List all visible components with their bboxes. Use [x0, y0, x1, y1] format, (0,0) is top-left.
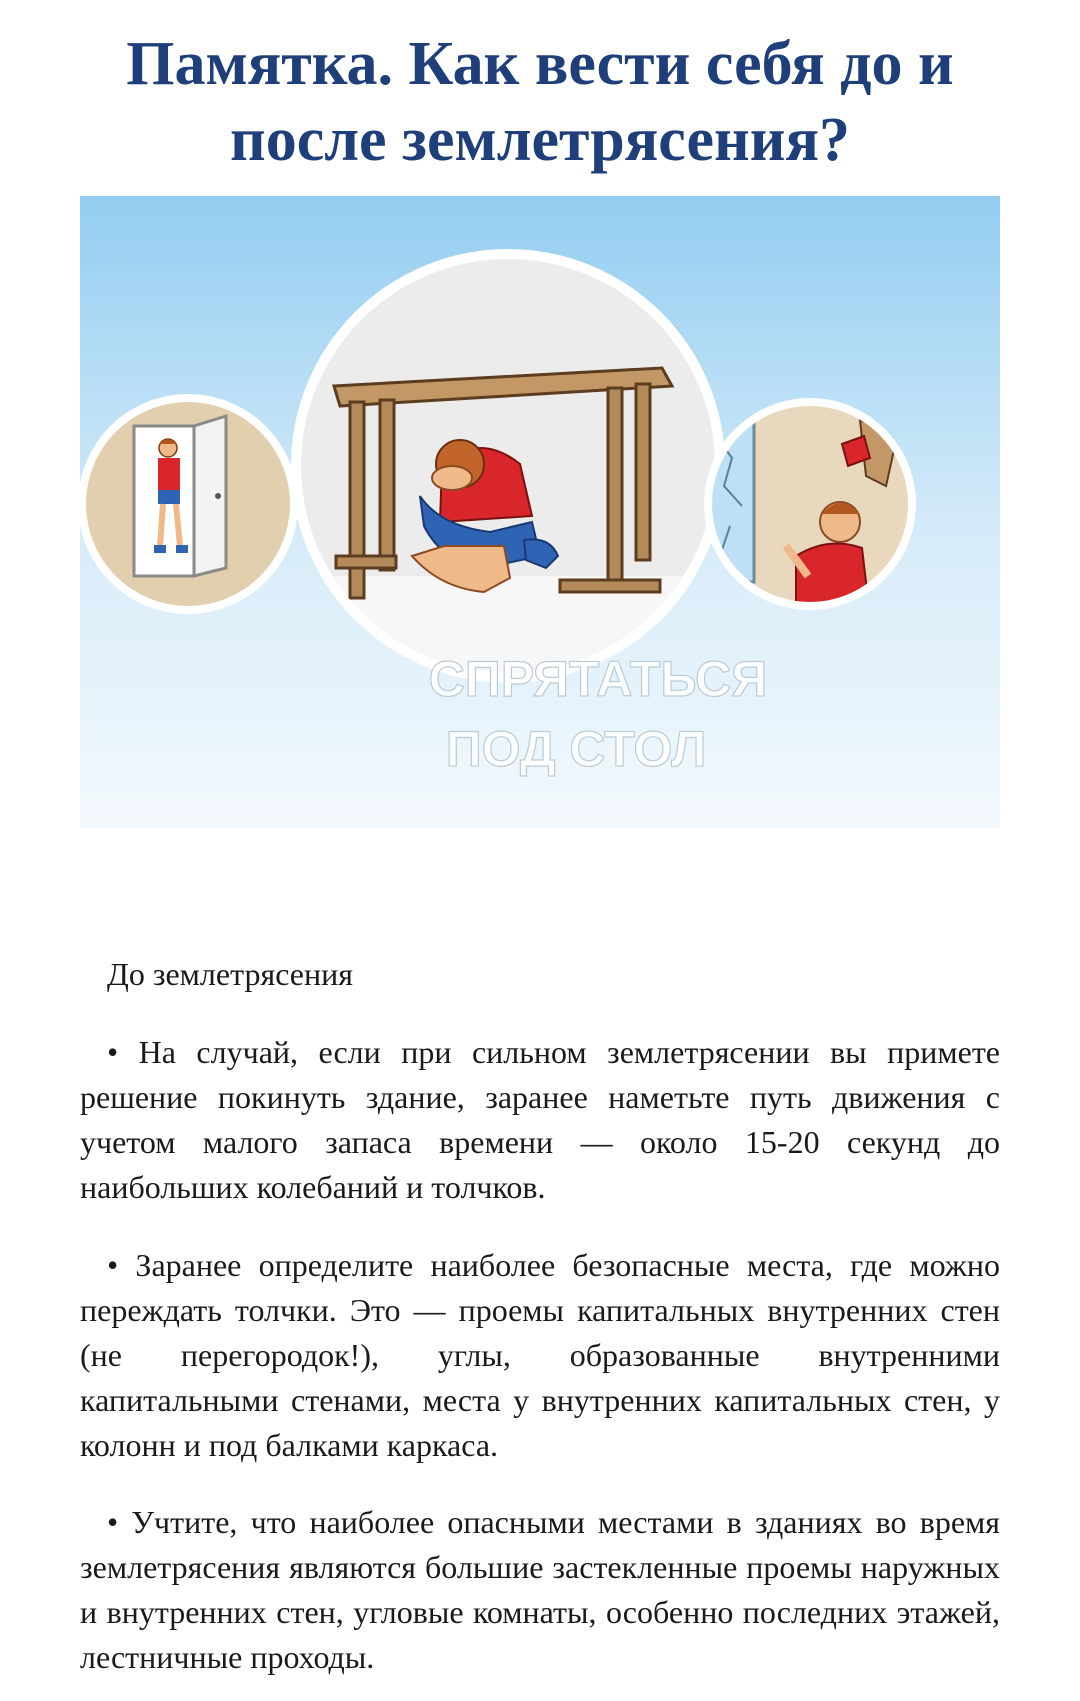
section-heading: До землетрясения [107, 956, 353, 992]
caption-line-1: СПРЯТАТЬСЯ [428, 651, 768, 707]
paragraph-safe-places: • Заранее определите наиболее безопасные места, где можно переждать толчки. Это — проемы капитальных внутренних стен (не перегородок!), углы, образованные внутренними капитальными стенами, места у внутренних капитальных стен, у колонн и под балками каркаса. [80, 1247, 1000, 1463]
earthquake-illustration [80, 196, 1000, 828]
page-title: Памятка. Как вести себя до и после землетрясения? [126, 30, 954, 174]
caption-line-2: ПОД СТОЛ [445, 721, 707, 777]
paragraph-dangerous-places: • Учтите, что наиболее опасными местами в зданиях во время землетрясения являются большие застекленные проемы наружных и внутренних стен, угловые комнаты, особенно последних этажей, лестничные проходы. [80, 1504, 1000, 1675]
illustration-svg [80, 196, 1000, 828]
paragraph-evacuation-route: • На случай, если при сильном землетрясении вы примете решение покинуть здание, заранее наметьте путь движения с учетом малого запаса времени — около 15-20 секунд до наибольших колебаний и толчков. [80, 1034, 1000, 1205]
